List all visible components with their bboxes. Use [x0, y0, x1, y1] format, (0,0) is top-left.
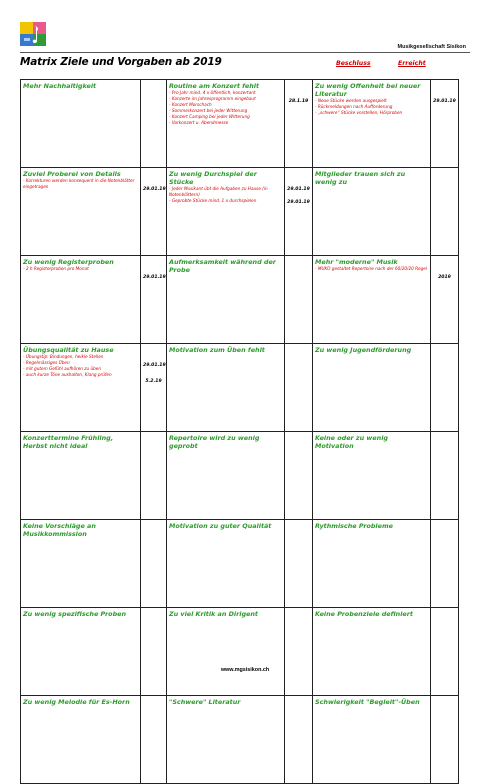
measure-item: - MUKO gestaltet Repertoire nach der 60/20/20 Regel: [315, 266, 428, 271]
topic-cell: [313, 344, 431, 432]
topic-cell: [313, 520, 431, 608]
decision-date-cell: [431, 80, 459, 168]
measure-item: - Konzert Morschach: [169, 102, 212, 108]
measure-item: - auch kurze Töne aushalten, Klang prüfen: [23, 372, 112, 378]
topic-cell: [313, 168, 431, 256]
measure-item: - Regelmässiges Üben: [23, 360, 70, 366]
topic-title: Zu wenig Melodie für Es-Horn: [23, 698, 130, 706]
topic-cell: [21, 432, 141, 520]
measure-item: - „schwere“ Stücke vorstellen, Hörproben: [315, 110, 403, 116]
decision-date-cell: [285, 344, 313, 432]
measure-item: - Jeder Musikant übt die Aufgaben zu Hause (in Notenblättern): [169, 186, 268, 198]
organization-name: Musikgesellschaft Sisikon: [397, 44, 466, 50]
topic-cell: [21, 344, 141, 432]
topic-title: Motivation zu guter Qualität: [169, 522, 272, 530]
topic-cell: [313, 696, 431, 784]
topic-title: Mehr "moderne" Musik: [315, 258, 398, 266]
decision-date: 29.01.19: [287, 187, 310, 192]
topic-cell: [167, 80, 285, 168]
topic-cell: [167, 344, 285, 432]
measure-item: - mit gutem Gefühl aufhören zu üben: [23, 366, 102, 372]
erreicht-label: Erreicht: [398, 60, 426, 67]
topic-title: Repertoire wird zu wenig geprobt: [169, 434, 260, 450]
measure-item: - Geprobte Stücke mind. 1 x durchspielen: [169, 198, 257, 204]
topic-cell: [167, 168, 285, 256]
decision-date-cell: [431, 432, 459, 520]
topic-title: Motivation zum Üben fehlt: [169, 346, 265, 354]
decision-date: 2019: [438, 275, 451, 280]
topic-cell: [313, 256, 431, 344]
topic-title: Rythmische Probleme: [315, 522, 393, 530]
topic-cell: [21, 168, 141, 256]
measure-item: - Korrekturen werden konsequent in die Notenblätter eingetragen: [23, 178, 135, 190]
decision-date-cell: [141, 80, 167, 168]
matrix-row: [21, 696, 459, 784]
decision-date-cell: [431, 608, 459, 696]
decision-date: 29.01.19: [143, 363, 166, 368]
decision-date-cell: [141, 168, 167, 256]
topic-cell: [167, 432, 285, 520]
topic-cell: [21, 256, 141, 344]
topic-cell: [167, 696, 285, 784]
topic-title: Routine am Konzert fehlt: [169, 82, 260, 90]
measure-item: - Pro Jahr mind. 4 x öffentlich, konzertant: [169, 90, 256, 95]
decision-date-cell: [285, 256, 313, 344]
topic-title: "Schwere" Literatur: [169, 698, 241, 706]
topic-title: Schwierigkeit "Begleit"-Üben: [315, 698, 420, 706]
topic-cell: [313, 432, 431, 520]
decision-date: 28.1.19: [288, 99, 309, 104]
topic-title: Zu wenig Registerproben: [23, 258, 114, 266]
decision-date: 5.2.19: [145, 378, 162, 384]
decision-date-cell: [285, 696, 313, 784]
matrix-row: [21, 344, 459, 432]
topic-title: Zu wenig spezifische Proben: [23, 610, 127, 618]
measure-item: - 2 h Registerproben pro Monat: [23, 266, 89, 271]
header-rule: [20, 52, 470, 53]
topic-cell: [313, 80, 431, 168]
decision-date-cell: [431, 256, 459, 344]
decision-date-cell: [141, 432, 167, 520]
decision-date: 29.01.19: [143, 275, 166, 280]
measure-item: - Konzert Camping bei jeder Witterung: [169, 114, 250, 120]
decision-date-cell: [431, 344, 459, 432]
measure-item: - Konzerte im Jahresprogramm eingebaut: [169, 96, 256, 102]
decision-date-cell: [141, 608, 167, 696]
measure-item: - Neue Stücke werden ausgespielt: [315, 98, 387, 103]
topic-title: Aufmerksamkeit während der Probe: [169, 258, 276, 274]
decision-date-cell: [285, 520, 313, 608]
measure-item: - Sommerkonzert bei jeder Witterung: [169, 108, 248, 114]
measure-item: - Übungstip: Bindungen, heikle Stellen: [23, 354, 104, 359]
topic-title: Zu wenig Durchspiel der Stücke: [169, 170, 257, 186]
matrix-row: [21, 432, 459, 520]
decision-date: 29.01.19: [143, 187, 166, 192]
matrix-row: [21, 256, 459, 344]
decision-date-cell: [431, 168, 459, 256]
decision-date-cell: [431, 520, 459, 608]
topic-title: Keine oder zu wenig Motivation: [315, 434, 388, 450]
topic-cell: [313, 608, 431, 696]
matrix-row: [21, 520, 459, 608]
decision-date: 29.01.19: [287, 199, 310, 205]
topic-title: Mitglieder trauen sich zu wenig zu: [315, 170, 406, 186]
topic-title: Zu viel Kritik an Dirigent: [169, 610, 258, 618]
topic-title: Konzerttermine Frühling, Herbst nicht ideal: [23, 434, 114, 450]
decision-date-cell: [431, 696, 459, 784]
topic-cell: [167, 608, 285, 696]
measure-item: - Vorkonzert u. Abendmesse: [169, 120, 229, 126]
decision-date-cell: [141, 256, 167, 344]
decision-date: 29.01.19: [433, 99, 456, 104]
decision-date-cell: [141, 520, 167, 608]
decision-date-cell: [285, 168, 313, 256]
topic-cell: [21, 520, 141, 608]
topic-title: Übungsqualität zu Hause: [23, 346, 114, 354]
matrix-row: [21, 608, 459, 696]
decision-date-cell: [141, 696, 167, 784]
topic-title: Zu wenig Jugendförderung: [315, 346, 412, 354]
topic-cell: [21, 80, 141, 168]
measure-item: - Rückmeldungen nach Aufforderung: [315, 104, 393, 110]
topic-cell: [167, 520, 285, 608]
decision-date-cell: [285, 608, 313, 696]
goals-matrix: [20, 79, 459, 784]
decision-date-cell: [141, 344, 167, 432]
matrix-row: [21, 168, 459, 256]
matrix-row: [21, 80, 459, 168]
club-logo: [20, 22, 46, 46]
document-title: Matrix Ziele und Vorgaben ab 2019: [20, 56, 222, 68]
topic-cell: [21, 696, 141, 784]
decision-date-cell: [285, 80, 313, 168]
topic-cell: [167, 256, 285, 344]
topic-title: Mehr Nachhaltigkeit: [23, 82, 97, 90]
topic-title: Keine Probenziele definiert: [315, 610, 413, 618]
topic-title: Zu wenig Offenheit bei neuer Literatur: [315, 82, 421, 98]
topic-title: Keine Vorschläge an Musikkommission: [23, 522, 96, 538]
topic-title: Zuviel Proberei von Details: [23, 170, 121, 178]
beschluss-label: Beschluss: [336, 60, 371, 67]
footer-url: www.mgsisikon.ch: [220, 667, 270, 673]
decision-date-cell: [285, 432, 313, 520]
topic-cell: [21, 608, 141, 696]
